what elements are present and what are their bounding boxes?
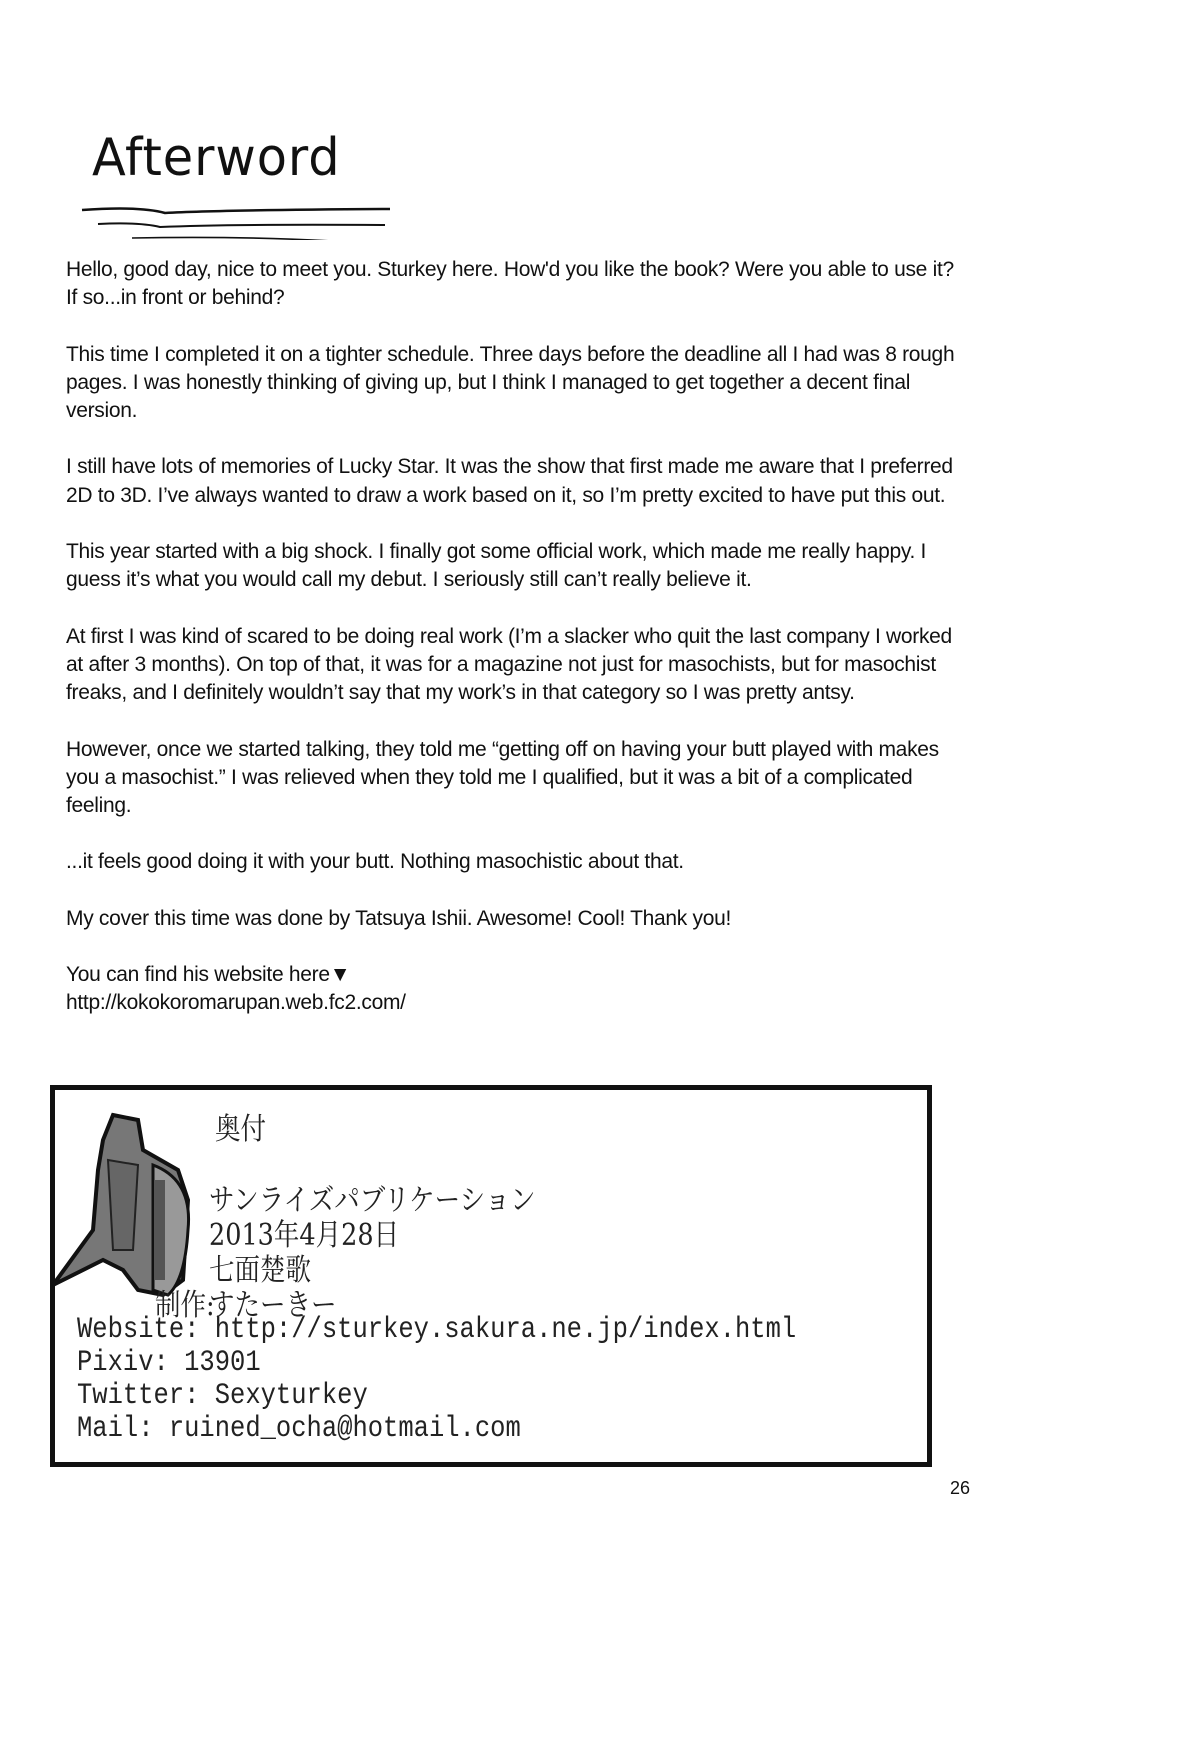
publisher: サンライズパブリケーション [209,1183,536,1218]
paragraph: ...it feels good doing it with your butt. Nothing masochistic about that. [66,850,684,874]
paragraph: At first I was kind of scared to be doing real work (I’m a slacker who quit the last company I worked at after 3 months). On top of that, it was for a magazine not just for masochists, but for masochist freaks, and I definitely wouldn’t say that my work’s in that category so I was pretty antsy. [66,624,952,705]
circle-name: 七面楚歌 [209,1253,311,1288]
colophon-heading: 奥付 [215,1112,266,1147]
paragraph: However, once we started talking, they told me “getting off on having your butt played with makes you a masochist.” I was relieved when they told me I qualified, but it was a bit of a complicated feeling. [66,737,939,818]
paragraph: Hello, good day, nice to meet you. Sturkey here. How'd you like the book? Were you able to use it? If so...in front or behind? [66,258,954,310]
title-underline-decoration [80,200,390,240]
author-twitter: Twitter: Sexyturkey [77,1379,368,1413]
author-website[interactable]: Website: http://sturkey.sakura.ne.jp/index.html [77,1313,797,1347]
paragraph: This time I completed it on a tighter schedule. Three days before the deadline all I had was 8 rough pages. I was honestly thinking of giving up, but I think I managed to get together a decent final version. [66,342,955,423]
colophon-box [50,1085,932,1467]
paragraph [66,961,966,1018]
paragraph: My cover this time was done by Tatsuya Ishii. Awesome! Cool! Thank you! [66,906,732,930]
page-title: Afterword [92,128,341,188]
author-name: すたーきー [209,1288,337,1323]
paragraph: This year started with a big shock. I finally got some official work, which made me really happy. I guess it’s what you would call my debut. I seriously still can’t really believe it. [66,540,927,592]
website-link[interactable]: http://kokokoromarupan.web.fc2.com/ [66,991,406,1015]
paragraph: I still have lots of memories of Lucky Star. It was the show that first made me aware that I preferred 2D to 3D. I’ve always wanted to draw a work based on it, so I’m pretty excited to have put this out. [66,455,953,507]
website-note: You can find his website here▼ [66,963,351,987]
author-label: 制作: [155,1288,215,1323]
author-mail[interactable]: Mail: ruined_ocha@hotmail.com [77,1412,521,1446]
author-pixiv: Pixiv: 13901 [77,1346,261,1380]
afterword-body [66,256,966,1018]
page-number: 26 [950,1478,971,1498]
publish-date: 2013年4月28日 [209,1218,400,1253]
